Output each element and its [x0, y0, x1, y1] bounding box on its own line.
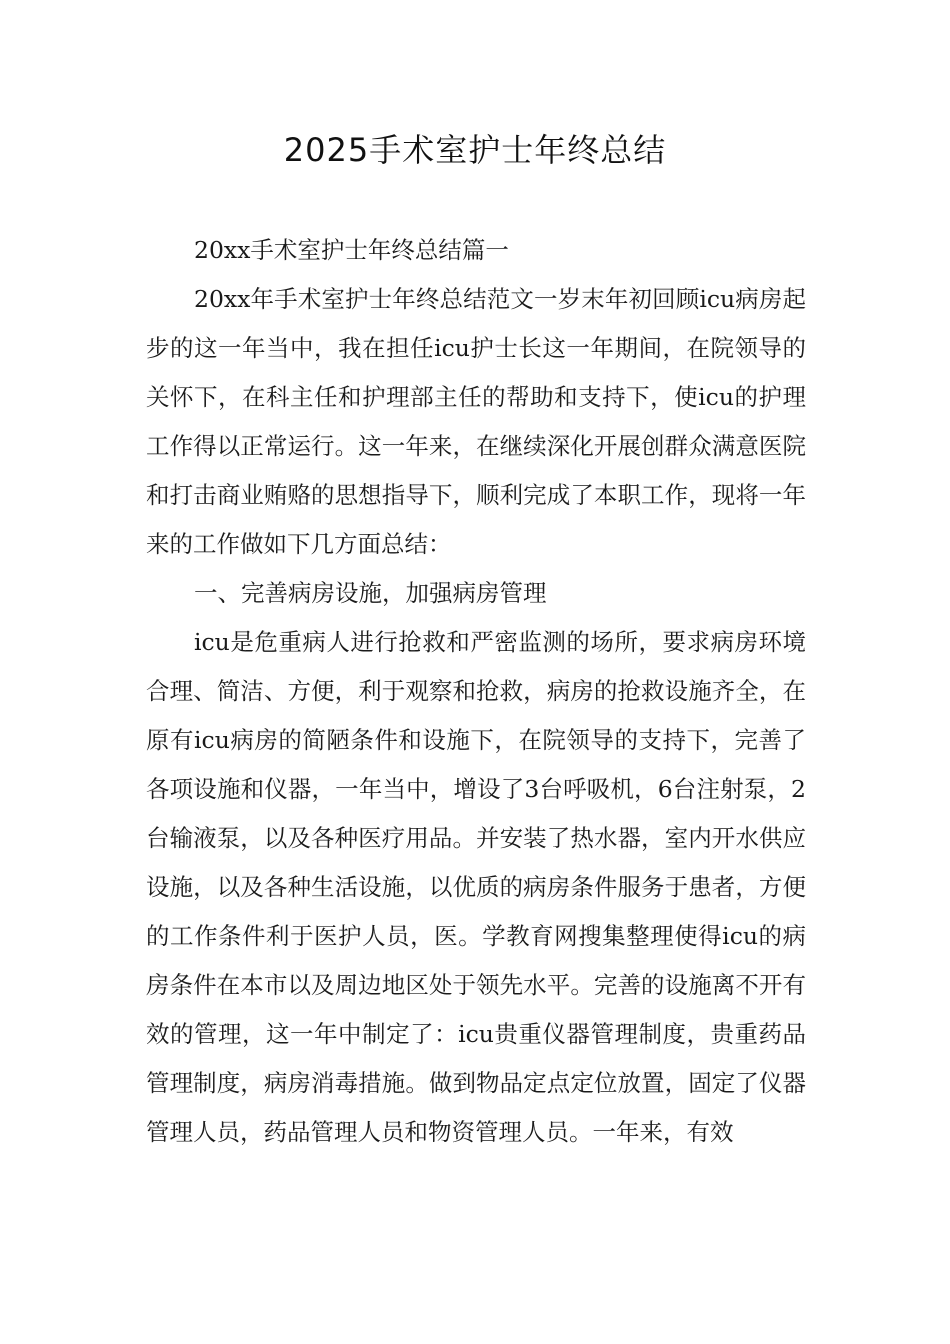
body-paragraph-1: 20xx年手术室护士年终总结范文一岁末年初回顾icu病房起步的这一年当中，我在担任icu护士长这一年期间，在院领导的关怀下，在科主任和护理部主任的帮助和支持下，使icu的护理工作得以正常运行。这一年来，在继续深化开展创群众满意医院和打击商业贿赂的思想指导下，顺利完成了本职工作，现将一年来的工作做如下几方面总结：	[146, 285, 806, 558]
section-heading-2: 一、完善病房设施，加强病房管理	[194, 579, 547, 607]
document-body	[146, 226, 806, 1157]
section-heading-1: 20xx手术室护士年终总结篇一	[194, 236, 509, 264]
body-paragraph-2: icu是危重病人进行抢救和严密监测的场所，要求病房环境合理、简洁、方便，利于观察和抢救，病房的抢救设施齐全，在原有icu病房的简陋条件和设施下，在院领导的支持下，完善了各项设施和仪器，一年当中，增设了3台呼吸机，6台注射泵，2台输液泵，以及各种医疗用品。并安装了热水器，室内开水供应设施，以及各种生活设施，以优质的病房条件服务于患者，方便的工作条件利于医护人员，医。学教育网搜集整理使得icu的病房条件在本市以及周边地区处于领先水平。完善的设施离不开有效的管理，这一年中制定了：icu贵重仪器管理制度，贵重药品管理制度，病房消毒措施。做到物品定点定位放置，固定了仪器管理人员，药品管理人员和物资管理人员。一年来，有效	[146, 628, 806, 1146]
document-title: 2025手术室护士年终总结	[283, 131, 667, 169]
